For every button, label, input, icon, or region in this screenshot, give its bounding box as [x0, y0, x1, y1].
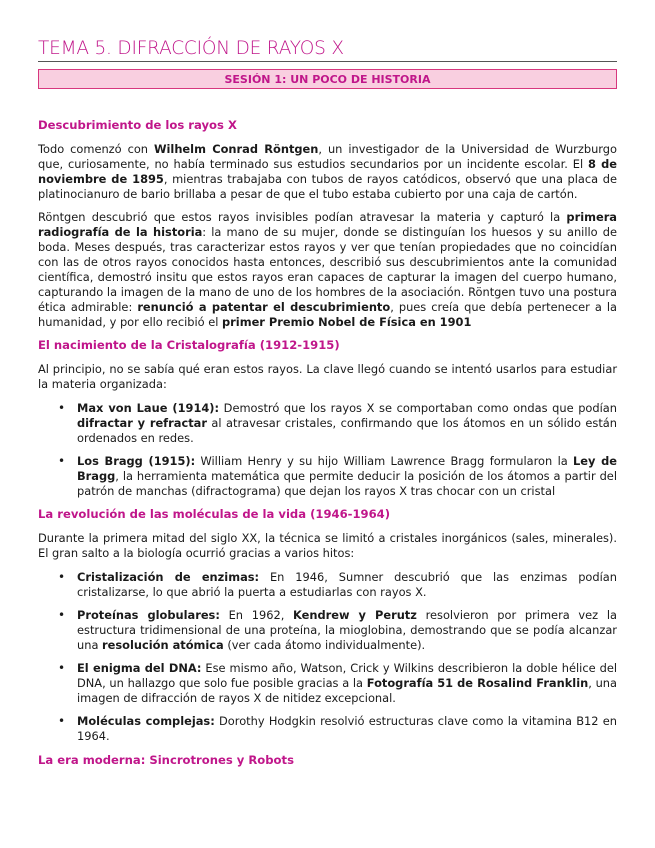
list-item: • El enigma del DNA: Ese mismo año, Watson, Crick y Wilkins describieron la doble hélice del DNA, un hallazgo que solo fue posible gracias a la Fotografía 51 de Rosalind Franklin, una imagen de difracción de rayos X de nitidez excepcional. [77, 661, 617, 706]
section-heading-crystallography: El nacimiento de la Cristalografía (1912-1915) [38, 338, 340, 352]
paragraph-rontgen-discovery: Röntgen descubrió que estos rayos invisibles podían atravesar la materia y capturó la primera radiografía de la historia: la mano de su mujer, donde se distinguían los huesos y su anillo de boda. Meses después, tras caracterizar estos rayos y ver que tenían propiedades que no coincidían con las de otros rayos conocidos hasta entonces, describió sus descubrimientos ante la comunidad científica, demostró insitu que estos rayos eran capaces de capturar la imagen del cuerpo humano, capturando la imagen de la mano de uno de los hombres de la asociación. Röntgen tuvo una postura ética admirable: renunció a patentar el descubrimiento, pues creía que debía pertenecer a la humanidad, y por ello recibió el primer Premio Nobel de Física en 1901 [38, 210, 617, 329]
crystallography-list [38, 401, 617, 499]
section-heading-modern-era: La era moderna: Sincrotrones y Robots [38, 753, 294, 767]
page-title: TEMA 5. DIFRACCIÓN DE RAYOS X [38, 38, 344, 59]
section-heading-molecules: La revolución de las moléculas de la vida (1946-1964) [38, 507, 391, 521]
paragraph-rontgen-intro: Todo comenzó con Wilhelm Conrad Röntgen, un investigador de la Universidad de Wurzburgo que, curiosamente, no había terminado sus estudios secundarios por un incidente escolar. El 8 de noviembre de 1895, mientras trabajaba con tubos de rayos catódicos, observó que una placa de platinocianuro de bario brillaba a pesar de que el tubo estaba cubierto por una caja de cartón. [38, 142, 618, 201]
paragraph-molecules-intro: Durante la primera mitad del siglo XX, la técnica se limitó a cristales inorgánicos (sales, minerales). El gran salto a la biología ocurrió gracias a varios hitos: [38, 531, 617, 560]
list-item: • Moléculas complejas: Dorothy Hodgkin resolvió estructuras clave como la vitamina B12 en 1964. [77, 714, 617, 744]
molecules-list [38, 570, 617, 744]
list-item: • Cristalización de enzimas: En 1946, Sumner descubrió que las enzimas podían cristalizarse, lo que abrió la puerta a estudiarlas con rayos X. [77, 570, 617, 600]
list-item: • Max von Laue (1914): Demostró que los rayos X se comportaban como ondas que podían difractar y refractar al atravesar cristales, confirmando que los átomos en un sólido están ordenados en redes. [77, 401, 617, 446]
list-item: • Proteínas globulares: En 1962, Kendrew y Perutz resolvieron por primera vez la estructura tridimensional de una proteína, la mioglobina, demostrando que se podía alcanzar una resolución atómica (ver cada átomo individualmente). [77, 608, 617, 653]
title-rule [38, 61, 617, 62]
paragraph-crystallography-intro: Al principio, no se sabía qué eran estos rayos. La clave llegó cuando se intentó usarlos para estudiar la materia organizada: [38, 362, 617, 391]
list-item: • Los Bragg (1915): William Henry y su hijo William Lawrence Bragg formularon la Ley de Bragg, la herramienta matemática que permite deducir la posición de los átomos a partir del patrón de manchas (difractograma) que dejan los rayos X tras chocar con un cristal [77, 454, 617, 499]
section-heading-discovery: Descubrimiento de los rayos X [38, 118, 237, 132]
session-banner: SESIÓN 1: UN POCO DE HISTORIA [38, 69, 617, 89]
